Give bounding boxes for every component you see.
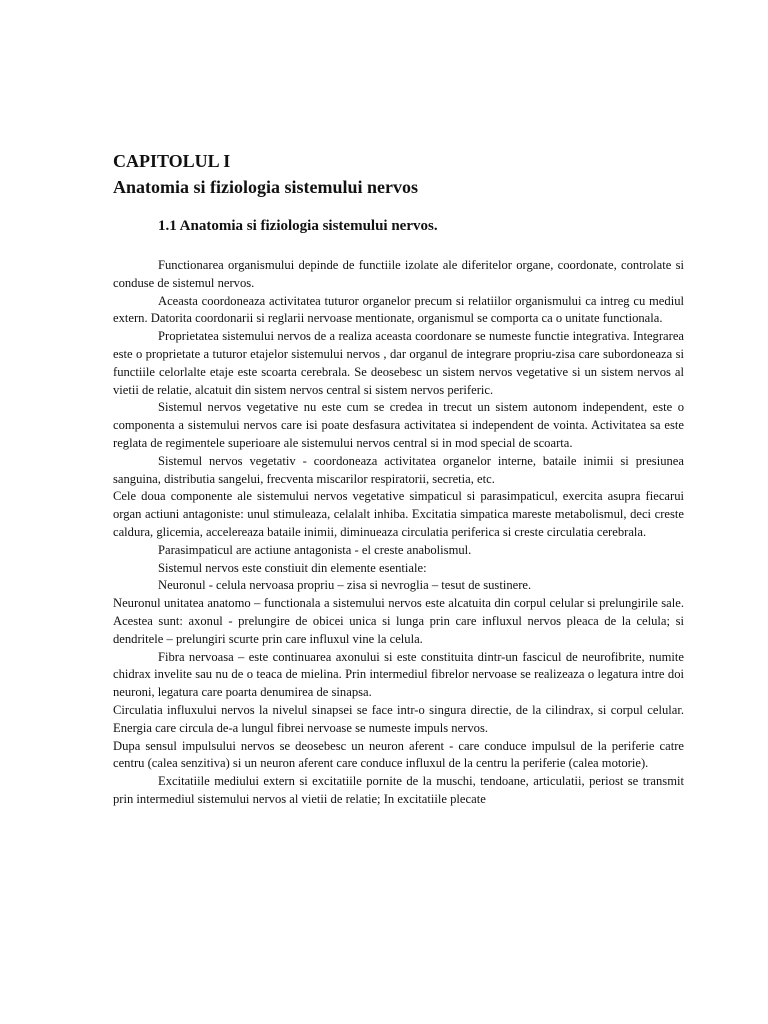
paragraph: Cele doua componente ale sistemului nervos vegetative simpaticul si parasimpaticul, exercita asupra fiecarui organ actiuni antagoniste: unul stimuleaza, celalalt inhiba. Excitatia simpatica mareste metabolismul, deci creste caldura, glicemia, accelereaza bataile inimii, diminueaza circulatia periferica si creste circulatia cerebrala.	[113, 489, 684, 539]
paragraph: Circulatia influxului nervos la nivelul sinapsei se face intr-o singura directie, de la cilindrax, si corpul celular. Energia care circula de-a lungul fibrei nervoase se numeste impuls nervos.	[113, 702, 684, 735]
paragraph: Excitatiile mediului extern si excitatiile pornite de la muschi, tendoane, articulatii, periost se transmit prin intermediul sistemului nervos al vietii de relatie; In excitatiile plecate	[113, 774, 684, 806]
paragraph: Functionarea organismului depinde de functiile izolate ale diferitelor organe, coordonate, controlate si conduse de sistemul nervos.	[113, 258, 684, 290]
paragraph: Parasimpaticul are actiune antagonista - el creste anabolismul.	[158, 542, 472, 557]
section-title: 1.1 Anatomia si fiziologia sistemului nervos.	[158, 218, 438, 234]
paragraph: Aceasta coordoneaza activitatea tuturor organelor precum si relatiilor organismului ca intreg cu mediul extern. Datorita coordonarii si reglarii nervoase mentionate, organismul se comporta ca o unitate functionala.	[113, 293, 684, 326]
body-text	[113, 257, 684, 809]
paragraph: Sistemul nervos vegetative nu este cum se credea in trecut un sistem autonom independent, este o componenta a sistemului nervos care isi poate desfasura activitatea si independent de vointa. Activitatea sa este reglata de regimentele superioare ale sistemului nervos central si in mod special de scoarta.	[113, 400, 684, 450]
paragraph: Proprietatea sistemului nervos de a realiza aceasta coordonare se numeste functie integrativa. Integrarea este o proprietate a tuturor etajelor sistemului nervos , dar organul de integrare propriu-zisa care subordoneaza si functiile celorlalte etaje este scoarta cerebrala. Se deosebesc un sistem nervos vegetative si un sistem nervos al vietii de relatie, alcatuit din sistem nervos central si sistem nervos periferic.	[113, 329, 684, 397]
chapter-label: CAPITOLUL I	[113, 151, 231, 171]
chapter-title: Anatomia si fiziologia sistemului nervos	[113, 177, 418, 197]
paragraph: Sistemul nervos vegetativ - coordoneaza activitatea organelor interne, bataile inimii si presiunea sanguina, distributia sangelui, frecventa miscarilor respiratorii, secretia, etc.	[113, 453, 684, 486]
paragraph: Neuronul unitatea anatomo – functionala a sistemului nervos este alcatuita din corpul celular si prelungirile sale. Acestea sunt: axonul - prelungire de obicei unica si lunga prin care influxul nervos pleaca de la celula; si dendritele – prelungiri scurte prin care influxul vine la celula.	[113, 596, 684, 646]
paragraph: Fibra nervoasa – este continuarea axonului si este constituita dintr-un fascicul de neurofibrite, numite chidrax invelite sau nu de o teaca de mielina. Prin intermediul fibrelor nervoase se realizeaza o legatura intre doi neuroni, legatura care poarta denumirea de sinapsa.	[113, 649, 684, 700]
paragraph: Dupa sensul impulsului nervos se deosebesc un neuron aferent - care conduce impulsul de la periferie catre centru (calea senzitiva) si un neuron aferent care conduce influxul de la centru la periferie (calea motorie).	[113, 738, 684, 771]
paragraph: Sistemul nervos este constiuit din elemente esentiale:	[158, 560, 427, 575]
paragraph: Neuronul - celula nervoasa propriu – zisa si nevroglia – tesut de sustinere.	[158, 578, 532, 593]
